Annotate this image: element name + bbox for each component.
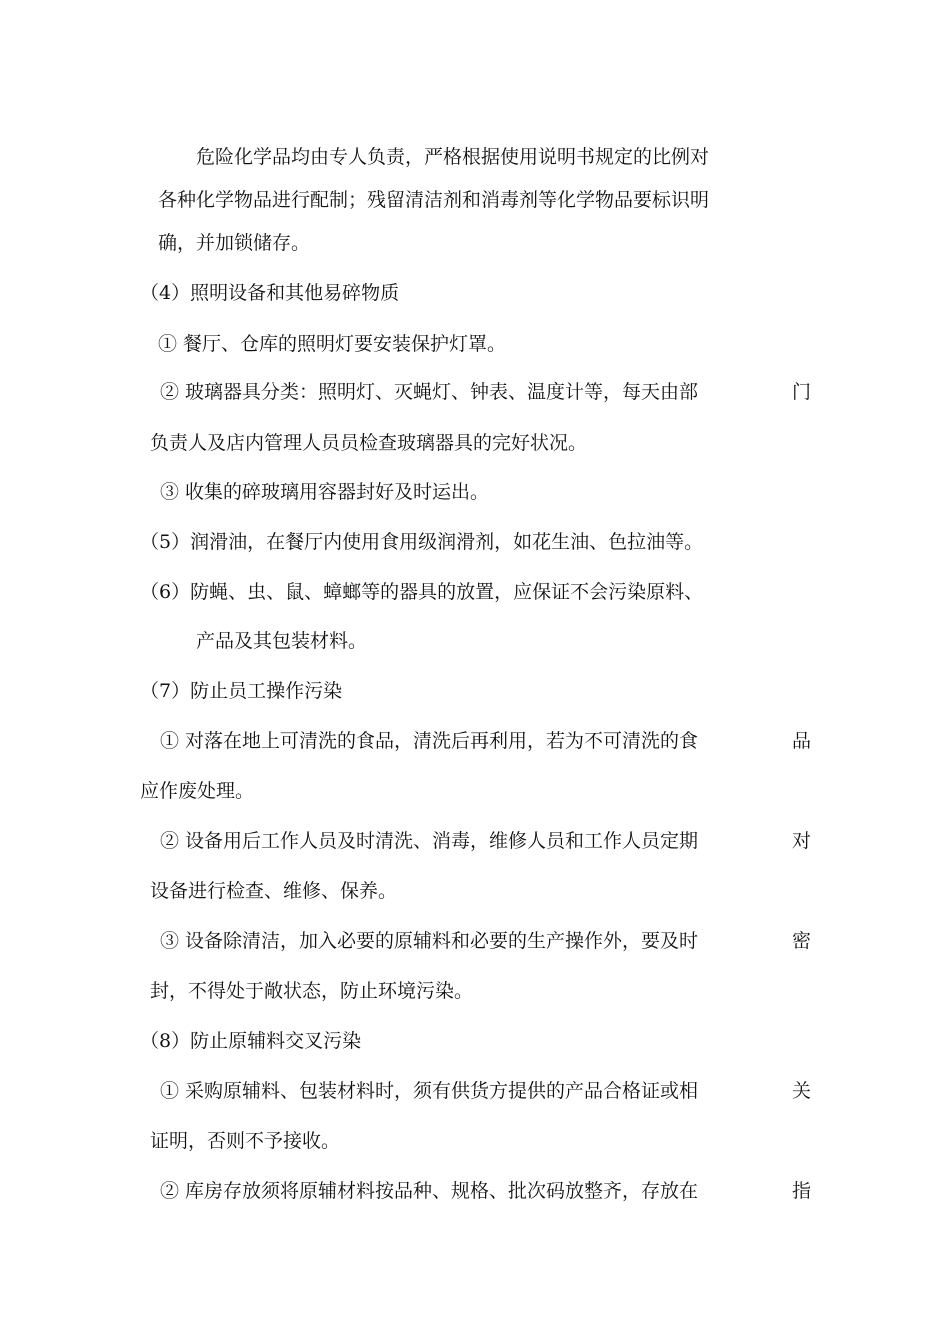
list-item: ② 设备用后工作人员及时清洗、消毒，维修人员和工作人员定期	[160, 830, 699, 852]
section-heading: （7）防止员工操作污染	[140, 680, 343, 702]
list-item-wrap-char: 指	[792, 1180, 812, 1202]
section-heading: （6）防蝇、虫、鼠、蟑螂等的器具的放置，应保证不会污染原料、	[140, 581, 704, 603]
paragraph-line: 危险化学品均由专人负责，严格根据使用说明书规定的比例对	[196, 146, 710, 168]
paragraph-line: 确，并加锁储存。	[158, 232, 311, 254]
list-item: ① 餐厅、仓库的照明灯要安装保护灯罩。	[158, 333, 507, 355]
list-item: ② 库房存放须将原辅材料按品种、规格、批次码放整齐，存放在	[160, 1180, 699, 1202]
paragraph-line: 封，不得处于敞状态，防止环境污染。	[150, 980, 474, 1002]
paragraph-line: 产品及其包装材料。	[196, 630, 368, 652]
paragraph-line: 证明，否则不予接收。	[150, 1130, 341, 1152]
section-heading: （8）防止原辅料交叉污染	[140, 1030, 362, 1052]
paragraph-line: 负责人及店内管理人员员检查玻璃器具的完好状况。	[150, 432, 588, 454]
list-item-wrap-char: 门	[792, 381, 812, 403]
section-heading: （5）润滑油，在餐厅内使用食用级润滑剂，如花生油、色拉油等。	[140, 531, 704, 553]
list-item: ① 对落在地上可清洗的食品，清洗后再利用，若为不可清洗的食	[160, 730, 699, 752]
list-item: ③ 收集的碎玻璃用容器封好及时运出。	[160, 481, 490, 503]
paragraph-line: 设备进行检查、维修、保养。	[150, 880, 398, 902]
list-item-wrap-char: 对	[792, 830, 812, 852]
list-item-wrap-char: 关	[792, 1080, 812, 1102]
list-item: ② 玻璃器具分类：照明灯、灭蝇灯、钟表、温度计等，每天由部	[160, 381, 699, 403]
list-item-wrap-char: 密	[792, 930, 812, 952]
list-item: ③ 设备除清洁，加入必要的原辅料和必要的生产操作外，要及时	[160, 930, 699, 952]
list-item-wrap-char: 品	[792, 730, 812, 752]
list-item: ① 采购原辅料、包装材料时，须有供货方提供的产品合格证或相	[160, 1080, 699, 1102]
paragraph-line: 各种化学物品进行配制；残留清洁剂和消毒剂等化学物品要标识明	[158, 189, 710, 211]
section-heading: （4）照明设备和其他易碎物质	[140, 282, 400, 304]
paragraph-line: 应作废处理。	[140, 780, 255, 802]
